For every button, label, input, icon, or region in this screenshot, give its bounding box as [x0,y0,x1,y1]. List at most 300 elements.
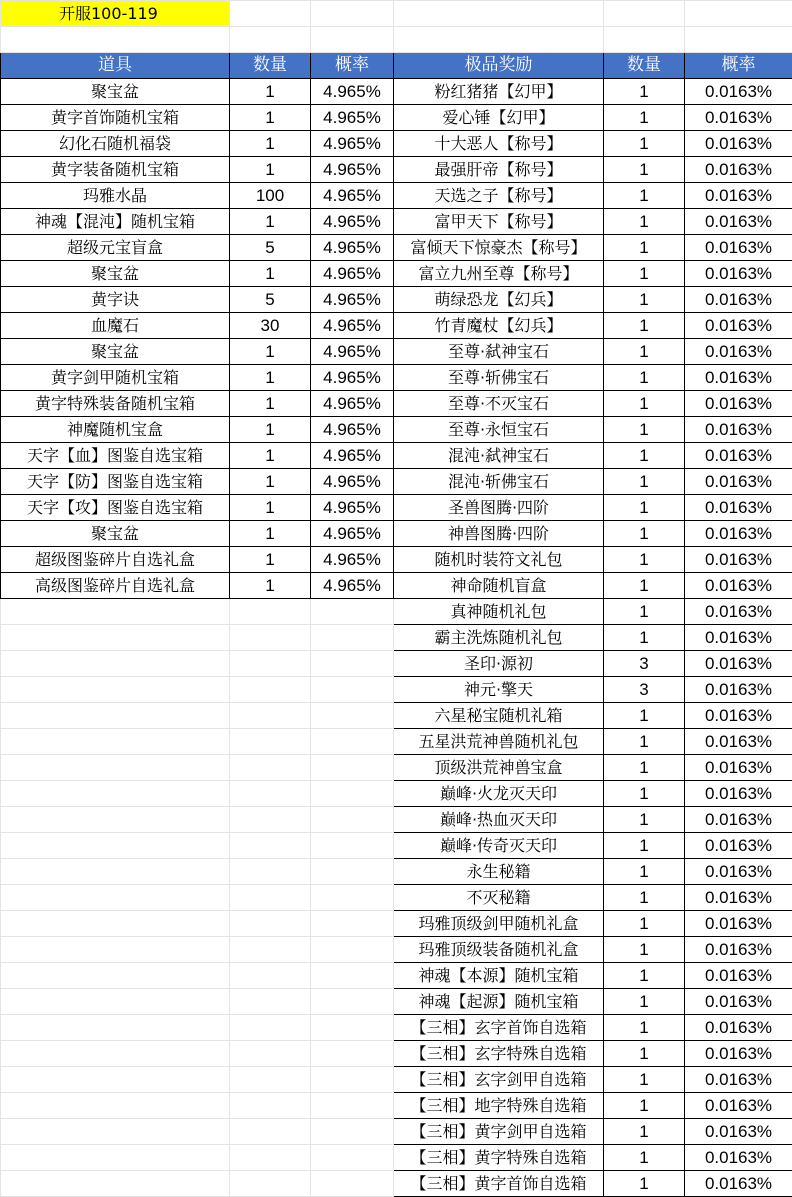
item-rate[interactable]: 4.965% [311,417,394,443]
empty-cell[interactable] [230,1015,311,1041]
reward-rate[interactable]: 0.0163% [685,287,792,313]
reward-rate[interactable]: 0.0163% [685,1093,792,1119]
reward-name[interactable]: 【三相】地字特殊自选箱 [394,1093,604,1119]
reward-qty[interactable]: 1 [604,365,685,391]
reward-qty[interactable]: 1 [604,131,685,157]
reward-name[interactable]: 六星秘宝随机礼箱 [394,703,604,729]
reward-name[interactable]: 爱心锤【幻甲】 [394,105,604,131]
reward-qty[interactable]: 1 [604,1015,685,1041]
empty-cell[interactable] [230,755,311,781]
empty-cell[interactable] [230,599,311,625]
item-qty[interactable]: 1 [230,261,311,287]
item-qty[interactable]: 1 [230,209,311,235]
item-name[interactable]: 聚宝盆 [1,79,230,105]
reward-name[interactable]: 【三相】黄字特殊自选箱 [394,1145,604,1171]
table-row [1,963,792,989]
empty-cell[interactable] [1,599,230,625]
item-qty[interactable]: 1 [230,547,311,573]
table-row [1,1067,792,1093]
reward-rate[interactable]: 0.0163% [685,209,792,235]
empty-cell[interactable] [1,703,230,729]
item-name[interactable]: 玛雅水晶 [1,183,230,209]
item-name[interactable]: 黄字首饰随机宝箱 [1,105,230,131]
reward-qty[interactable]: 1 [604,1093,685,1119]
reward-rate[interactable]: 0.0163% [685,833,792,859]
empty-cell[interactable] [1,1093,230,1119]
item-name[interactable]: 超级元宝盲盒 [1,235,230,261]
empty-cell[interactable] [1,651,230,677]
reward-qty[interactable]: 1 [604,807,685,833]
item-name[interactable]: 天字【攻】图鉴自选宝箱 [1,495,230,521]
item-qty[interactable]: 1 [230,521,311,547]
item-name[interactable]: 血魔石 [1,313,230,339]
empty-cell[interactable] [311,963,394,989]
reward-name[interactable]: 圣印·源初 [394,651,604,677]
table-row [1,183,792,209]
reward-qty[interactable]: 1 [604,521,685,547]
reward-rate[interactable]: 0.0163% [685,157,792,183]
empty-cell[interactable] [311,911,394,937]
item-rate[interactable]: 4.965% [311,313,394,339]
reward-rate[interactable]: 0.0163% [685,261,792,287]
item-rate[interactable]: 4.965% [311,391,394,417]
reward-rate[interactable]: 0.0163% [685,755,792,781]
table-row [1,131,792,157]
reward-rate[interactable]: 0.0163% [685,937,792,963]
reward-rate[interactable]: 0.0163% [685,911,792,937]
table-row [1,885,792,911]
item-name[interactable]: 聚宝盆 [1,521,230,547]
header-row [1,53,792,79]
table-row [1,313,792,339]
reward-qty[interactable]: 1 [604,235,685,261]
empty-cell[interactable] [1,1015,230,1041]
item-rate[interactable]: 4.965% [311,235,394,261]
reward-name[interactable]: 【三相】玄字特殊自选箱 [394,1041,604,1067]
reward-name[interactable]: 永生秘籍 [394,859,604,885]
reward-rate[interactable]: 0.0163% [685,183,792,209]
reward-rate[interactable]: 0.0163% [685,339,792,365]
reward-qty[interactable]: 1 [604,417,685,443]
item-rate[interactable]: 4.965% [311,131,394,157]
item-qty[interactable]: 1 [230,105,311,131]
item-name[interactable]: 天字【防】图鉴自选宝箱 [1,469,230,495]
empty-cell[interactable] [230,1093,311,1119]
reward-rate[interactable]: 0.0163% [685,105,792,131]
empty-cell[interactable] [311,1015,394,1041]
table-row [1,235,792,261]
table-row [1,625,792,651]
table-row [1,573,792,599]
item-rate[interactable]: 4.965% [311,79,394,105]
reward-name[interactable]: 神元·擎天 [394,677,604,703]
empty-cell[interactable] [1,989,230,1015]
empty-cell[interactable] [230,911,311,937]
table-row [1,261,792,287]
reward-name[interactable]: 玛雅顶级剑甲随机礼盒 [394,911,604,937]
item-name[interactable]: 超级图鉴碎片自选礼盒 [1,547,230,573]
reward-name[interactable]: 【三相】玄字首饰自选箱 [394,1015,604,1041]
header-qty[interactable]: 数量 [230,53,311,79]
empty-cell[interactable] [230,807,311,833]
empty-cell[interactable] [1,1119,230,1145]
reward-qty[interactable]: 1 [604,963,685,989]
item-rate[interactable]: 4.965% [311,495,394,521]
reward-qty[interactable]: 1 [604,859,685,885]
reward-name[interactable]: 最强肝帝【称号】 [394,157,604,183]
empty-cell[interactable] [311,1119,394,1145]
reward-name[interactable]: 神命随机盲盒 [394,573,604,599]
reward-rate[interactable]: 0.0163% [685,495,792,521]
reward-name[interactable]: 至尊·不灭宝石 [394,391,604,417]
item-rate[interactable]: 4.965% [311,183,394,209]
item-rate[interactable]: 4.965% [311,209,394,235]
empty-cell[interactable] [1,1171,230,1197]
reward-qty[interactable]: 1 [604,79,685,105]
table-row [1,521,792,547]
item-qty[interactable]: 1 [230,157,311,183]
reward-qty[interactable]: 1 [604,261,685,287]
reward-qty[interactable]: 1 [604,157,685,183]
item-rate[interactable]: 4.965% [311,469,394,495]
empty-cell[interactable] [230,989,311,1015]
reward-name[interactable]: 玛雅顶级装备随机礼盒 [394,937,604,963]
reward-qty[interactable]: 1 [604,443,685,469]
empty-cell[interactable] [230,651,311,677]
reward-name[interactable]: 巅峰·热血灭天印 [394,807,604,833]
reward-qty[interactable]: 1 [604,573,685,599]
empty-cell[interactable] [311,1041,394,1067]
item-qty[interactable]: 1 [230,417,311,443]
reward-rate[interactable]: 0.0163% [685,625,792,651]
reward-name[interactable]: 顶级洪荒神兽宝盒 [394,755,604,781]
reward-qty[interactable]: 1 [604,781,685,807]
item-rate[interactable]: 4.965% [311,443,394,469]
reward-qty[interactable]: 1 [604,391,685,417]
empty-cell[interactable] [230,963,311,989]
header-rate[interactable]: 概率 [311,53,394,79]
table-row [1,1093,792,1119]
empty-cell[interactable] [311,989,394,1015]
table-row [1,469,792,495]
empty-cell[interactable] [311,781,394,807]
reward-name[interactable]: 神兽图腾·四阶 [394,521,604,547]
table-row [1,599,792,625]
reward-name[interactable]: 【三相】黄字剑甲自选箱 [394,1119,604,1145]
reward-name[interactable]: 十大恶人【称号】 [394,131,604,157]
header-reward-qty[interactable]: 数量 [604,53,685,79]
reward-qty[interactable]: 1 [604,625,685,651]
empty-cell[interactable] [311,599,394,625]
empty-cell[interactable] [1,755,230,781]
empty-cell[interactable] [230,729,311,755]
item-rate[interactable]: 4.965% [311,261,394,287]
reward-rate[interactable]: 0.0163% [685,1067,792,1093]
empty-cell[interactable] [311,833,394,859]
item-qty[interactable]: 1 [230,573,311,599]
reward-rate[interactable]: 0.0163% [685,885,792,911]
empty-cell[interactable] [1,729,230,755]
item-qty[interactable]: 5 [230,235,311,261]
reward-name[interactable]: 巅峰·火龙灭天印 [394,781,604,807]
item-rate[interactable]: 4.965% [311,365,394,391]
empty-cell[interactable] [230,1067,311,1093]
empty-cell[interactable] [311,651,394,677]
empty-cell[interactable] [230,937,311,963]
empty-cell[interactable] [311,937,394,963]
reward-rate[interactable]: 0.0163% [685,599,792,625]
item-name[interactable]: 黄字装备随机宝箱 [1,157,230,183]
reward-qty[interactable]: 1 [604,729,685,755]
reward-qty[interactable]: 1 [604,287,685,313]
reward-name[interactable]: 混沌·弑神宝石 [394,443,604,469]
table-row [1,365,792,391]
reward-name[interactable]: 至尊·永恒宝石 [394,417,604,443]
reward-name[interactable]: 竹青魔杖【幻兵】 [394,313,604,339]
reward-rate[interactable]: 0.0163% [685,391,792,417]
item-qty[interactable]: 5 [230,287,311,313]
reward-rate[interactable]: 0.0163% [685,1041,792,1067]
reward-qty[interactable]: 1 [604,313,685,339]
reward-name[interactable]: 天选之子【称号】 [394,183,604,209]
empty-cell[interactable] [1,1145,230,1171]
empty-cell[interactable] [230,859,311,885]
table-row [1,1171,792,1197]
reward-qty[interactable]: 1 [604,937,685,963]
item-qty[interactable]: 1 [230,443,311,469]
reward-qty[interactable]: 1 [604,1171,685,1197]
title-row [1,1,792,27]
reward-name[interactable]: 真神随机礼包 [394,599,604,625]
table-row [1,1145,792,1171]
reward-rate[interactable]: 0.0163% [685,651,792,677]
table-row [1,287,792,313]
reward-name[interactable]: 巅峰·传奇灭天印 [394,833,604,859]
reward-qty[interactable]: 1 [604,885,685,911]
reward-rate[interactable]: 0.0163% [685,573,792,599]
empty-cell[interactable] [230,703,311,729]
reward-rate[interactable]: 0.0163% [685,521,792,547]
item-rate[interactable]: 4.965% [311,339,394,365]
reward-qty[interactable]: 1 [604,599,685,625]
item-qty[interactable]: 1 [230,79,311,105]
header-reward-rate[interactable]: 概率 [685,53,792,79]
table-row [1,833,792,859]
reward-qty[interactable]: 1 [604,209,685,235]
empty-cell[interactable] [230,1171,311,1197]
empty-cell[interactable] [311,1145,394,1171]
item-name[interactable]: 神魂【混沌】随机宝箱 [1,209,230,235]
empty-cell[interactable] [1,781,230,807]
table-row [1,989,792,1015]
table-row [1,937,792,963]
item-qty[interactable]: 1 [230,469,311,495]
reward-qty[interactable]: 1 [604,755,685,781]
item-name[interactable]: 黄字特殊装备随机宝箱 [1,391,230,417]
empty-cell[interactable] [230,1145,311,1171]
reward-rate[interactable]: 0.0163% [685,235,792,261]
empty-cell[interactable] [311,625,394,651]
reward-name[interactable]: 随机时装符文礼包 [394,547,604,573]
reward-name[interactable]: 富倾天下惊豪杰【称号】 [394,235,604,261]
reward-rate[interactable]: 0.0163% [685,729,792,755]
table-row [1,911,792,937]
reward-qty[interactable]: 1 [604,547,685,573]
empty-cell[interactable] [230,677,311,703]
reward-qty[interactable]: 3 [604,651,685,677]
empty-cell[interactable] [1,833,230,859]
table-row [1,1015,792,1041]
reward-name[interactable]: 神魂【本源】随机宝箱 [394,963,604,989]
item-qty[interactable]: 100 [230,183,311,209]
item-rate[interactable]: 4.965% [311,547,394,573]
table-row [1,443,792,469]
empty-cell[interactable] [1,1041,230,1067]
reward-name[interactable]: 萌绿恐龙【幻兵】 [394,287,604,313]
reward-rate[interactable]: 0.0163% [685,1171,792,1197]
table-row [1,417,792,443]
item-name[interactable]: 高级图鉴碎片自选礼盒 [1,573,230,599]
reward-name[interactable]: 不灭秘籍 [394,885,604,911]
reward-qty[interactable]: 1 [604,1041,685,1067]
sheet-title[interactable]: 开服100-119 [1,1,230,27]
reward-rate[interactable]: 0.0163% [685,547,792,573]
reward-name[interactable]: 混沌·斩佛宝石 [394,469,604,495]
empty-cell[interactable] [311,885,394,911]
empty-cell[interactable] [230,833,311,859]
reward-name[interactable]: 富立九州至尊【称号】 [394,261,604,287]
reward-name[interactable]: 霸主洗炼随机礼包 [394,625,604,651]
reward-qty[interactable]: 1 [604,1145,685,1171]
table-row [1,495,792,521]
item-rate[interactable]: 4.965% [311,287,394,313]
reward-qty[interactable]: 1 [604,989,685,1015]
reward-qty[interactable]: 1 [604,833,685,859]
reward-name[interactable]: 【三相】玄字剑甲自选箱 [394,1067,604,1093]
reward-name[interactable]: 粉红猪猪【幻甲】 [394,79,604,105]
reward-qty[interactable]: 1 [604,911,685,937]
reward-rate[interactable]: 0.0163% [685,703,792,729]
header-reward[interactable]: 极品奖励 [394,53,604,79]
reward-rate[interactable]: 0.0163% [685,781,792,807]
table-row [1,859,792,885]
reward-rate[interactable]: 0.0163% [685,79,792,105]
reward-rate[interactable]: 0.0163% [685,131,792,157]
empty-cell[interactable] [1,963,230,989]
reward-rate[interactable]: 0.0163% [685,1015,792,1041]
table-row [1,1041,792,1067]
empty-cell[interactable] [311,1171,394,1197]
reward-rate[interactable]: 0.0163% [685,677,792,703]
empty-cell[interactable] [311,1093,394,1119]
empty-cell[interactable] [1,885,230,911]
table-row [1,677,792,703]
reward-name[interactable]: 至尊·弑神宝石 [394,339,604,365]
empty-cell[interactable] [311,807,394,833]
reward-rate[interactable]: 0.0163% [685,1145,792,1171]
reward-qty[interactable]: 1 [604,703,685,729]
reward-rate[interactable]: 0.0163% [685,443,792,469]
empty-cell[interactable] [230,1041,311,1067]
reward-qty[interactable]: 1 [604,339,685,365]
empty-cell[interactable] [1,1067,230,1093]
item-name[interactable]: 天字【血】图鉴自选宝箱 [1,443,230,469]
reward-rate[interactable]: 0.0163% [685,989,792,1015]
item-qty[interactable]: 1 [230,391,311,417]
table-row [1,729,792,755]
reward-rate[interactable]: 0.0163% [685,807,792,833]
table-row [1,1119,792,1145]
empty-cell[interactable] [311,703,394,729]
item-qty[interactable]: 1 [230,365,311,391]
empty-cell[interactable] [311,729,394,755]
reward-qty[interactable]: 1 [604,1067,685,1093]
empty-cell[interactable] [311,859,394,885]
reward-name[interactable]: 至尊·斩佛宝石 [394,365,604,391]
reward-qty[interactable]: 1 [604,105,685,131]
reward-qty[interactable]: 1 [604,183,685,209]
reward-rate[interactable]: 0.0163% [685,365,792,391]
empty-cell[interactable] [1,807,230,833]
item-rate[interactable]: 4.965% [311,521,394,547]
empty-cell[interactable] [1,911,230,937]
item-name[interactable]: 聚宝盆 [1,261,230,287]
empty-cell[interactable] [311,755,394,781]
reward-qty[interactable]: 1 [604,469,685,495]
table-row [1,79,792,105]
empty-cell[interactable] [230,1119,311,1145]
reward-name[interactable]: 富甲天下【称号】 [394,209,604,235]
reward-rate[interactable]: 0.0163% [685,313,792,339]
header-item[interactable]: 道具 [1,53,230,79]
empty-cell[interactable] [1,677,230,703]
item-qty[interactable]: 1 [230,131,311,157]
reward-rate[interactable]: 0.0163% [685,1119,792,1145]
empty-cell[interactable] [311,1067,394,1093]
item-rate[interactable]: 4.965% [311,105,394,131]
empty-cell[interactable] [1,625,230,651]
item-qty[interactable]: 1 [230,339,311,365]
reward-qty[interactable]: 3 [604,677,685,703]
reward-qty[interactable]: 1 [604,495,685,521]
item-qty[interactable]: 1 [230,495,311,521]
empty-cell[interactable] [1,859,230,885]
item-name[interactable]: 幻化石随机福袋 [1,131,230,157]
reward-name[interactable]: 圣兽图腾·四阶 [394,495,604,521]
empty-cell[interactable] [230,781,311,807]
reward-rate[interactable]: 0.0163% [685,469,792,495]
item-rate[interactable]: 4.965% [311,157,394,183]
reward-qty[interactable]: 1 [604,1119,685,1145]
item-rate[interactable]: 4.965% [311,573,394,599]
reward-name[interactable]: 五星洪荒神兽随机礼包 [394,729,604,755]
reward-name[interactable]: 【三相】黄字首饰自选箱 [394,1171,604,1197]
empty-cell[interactable] [230,625,311,651]
reward-name[interactable]: 神魂【起源】随机宝箱 [394,989,604,1015]
item-name[interactable]: 神魔随机宝盒 [1,417,230,443]
item-name[interactable]: 黄字诀 [1,287,230,313]
reward-rate[interactable]: 0.0163% [685,417,792,443]
reward-rate[interactable]: 0.0163% [685,859,792,885]
empty-cell[interactable] [230,885,311,911]
item-qty[interactable]: 30 [230,313,311,339]
item-name[interactable]: 黄字剑甲随机宝箱 [1,365,230,391]
empty-cell[interactable] [1,937,230,963]
item-name[interactable]: 聚宝盆 [1,339,230,365]
table-row [1,807,792,833]
empty-cell[interactable] [311,677,394,703]
reward-rate[interactable]: 0.0163% [685,963,792,989]
